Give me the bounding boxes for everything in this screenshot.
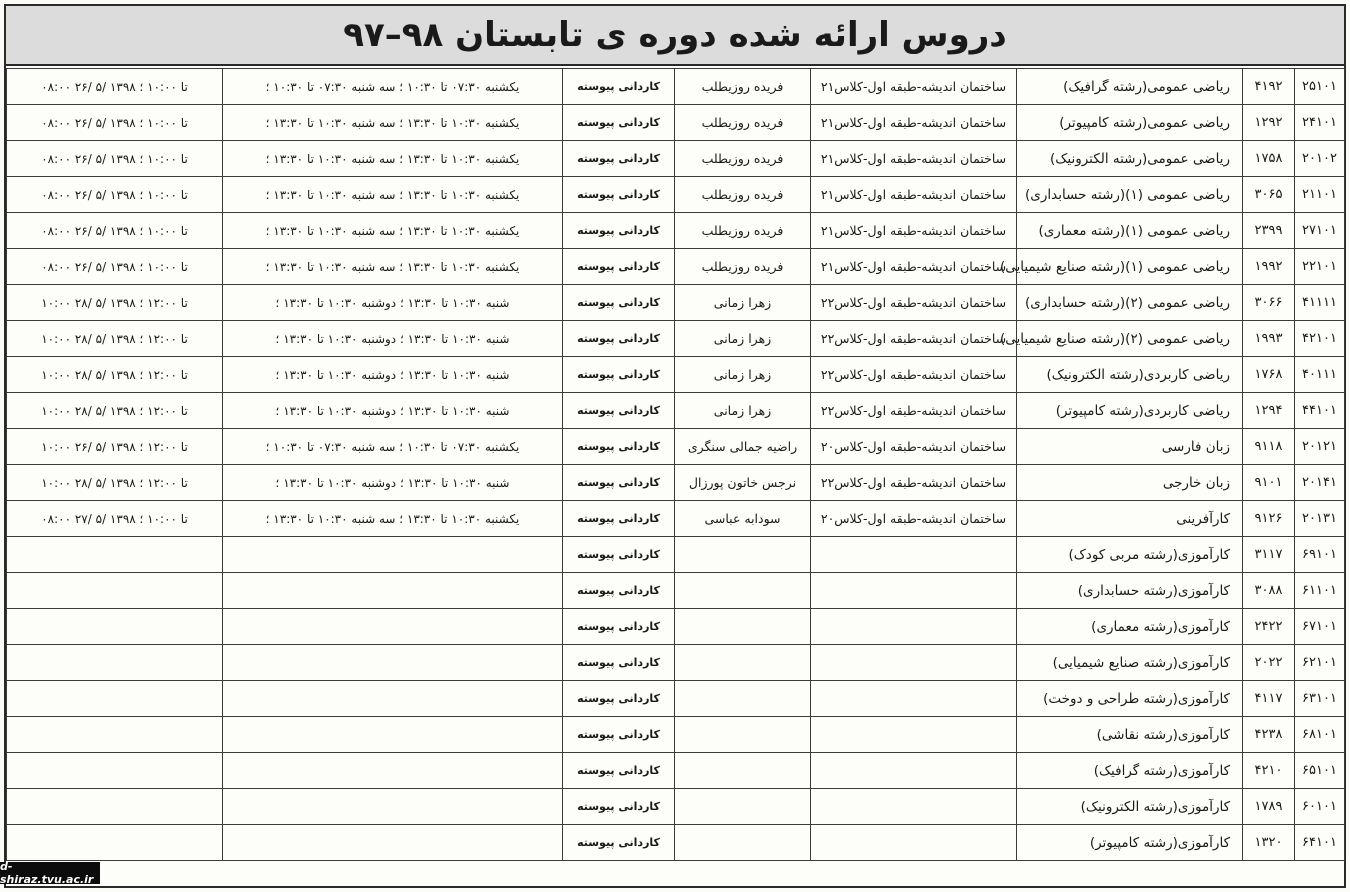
schedule-sheet — [4, 4, 1346, 888]
class-time-cell — [223, 537, 563, 573]
course-code-cell: ۱۹۹۲ — [1243, 249, 1295, 285]
teacher-cell: فریده روزیطلب — [675, 177, 811, 213]
teacher-cell — [675, 681, 811, 717]
course-code-cell: ۹۱۲۶ — [1243, 501, 1295, 537]
course-id-cell: ۶۵۱۰۱ — [1295, 753, 1345, 789]
teacher-cell: زهرا زمانی — [675, 285, 811, 321]
level-cell: کاردانی پیوسته — [563, 501, 675, 537]
exam-time-cell: تا ۱۲:۰۰ ؛ ۱۳۹۸ /۵ /۲۸ ۱۰:۰۰ — [7, 357, 223, 393]
course-code-cell: ۴۱۹۲ — [1243, 69, 1295, 105]
teacher-cell: فریده روزیطلب — [675, 141, 811, 177]
course-code-cell: ۳۰۶۵ — [1243, 177, 1295, 213]
table-row — [7, 213, 1345, 249]
course-id-cell: ۴۰۱۱۱ — [1295, 357, 1345, 393]
table-row — [7, 429, 1345, 465]
exam-time-cell — [7, 825, 223, 861]
course-id-cell: ۶۸۱۰۱ — [1295, 717, 1345, 753]
teacher-cell — [675, 537, 811, 573]
course-code-cell: ۱۷۶۸ — [1243, 357, 1295, 393]
site-watermark: d-shiraz.tvu.ac.ir — [0, 862, 100, 884]
course-name-cell: ریاضی کاربردی(رشته کامپیوتر) — [1017, 393, 1243, 429]
course-id-cell: ۲۷۱۰۱ — [1295, 213, 1345, 249]
exam-time-cell: تا ۱۰:۰۰ ؛ ۱۳۹۸ /۵ /۲۷ ۰۸:۰۰ — [7, 501, 223, 537]
table-row — [7, 393, 1345, 429]
class-time-cell — [223, 717, 563, 753]
course-code-cell: ۲۴۲۲ — [1243, 609, 1295, 645]
level-cell: کاردانی پیوسته — [563, 681, 675, 717]
course-id-cell: ۶۲۱۰۱ — [1295, 645, 1345, 681]
course-name-cell: کارآفرینی — [1017, 501, 1243, 537]
course-name-cell: کارآموزی(رشته گرافیک) — [1017, 753, 1243, 789]
course-name-cell: کارآموزی(رشته کامپیوتر) — [1017, 825, 1243, 861]
location-cell: ساختمان اندیشه-طبقه اول-کلاس۲۰ — [811, 501, 1017, 537]
level-cell: کاردانی پیوسته — [563, 213, 675, 249]
level-cell: کاردانی پیوسته — [563, 321, 675, 357]
location-cell — [811, 753, 1017, 789]
teacher-cell — [675, 609, 811, 645]
table-row — [7, 177, 1345, 213]
teacher-cell: نرجس خاتون پورزال — [675, 465, 811, 501]
teacher-cell: زهرا زمانی — [675, 393, 811, 429]
class-time-cell: یکشنبه ۱۰:۳۰ تا ۱۳:۳۰ ؛ سه شنبه ۱۰:۳۰ تا ۱۳:۳۰ ؛ — [223, 105, 563, 141]
level-cell: کاردانی پیوسته — [563, 393, 675, 429]
teacher-cell: فریده روزیطلب — [675, 69, 811, 105]
level-cell: کاردانی پیوسته — [563, 69, 675, 105]
table-row — [7, 825, 1345, 861]
course-id-cell: ۴۱۱۱۱ — [1295, 285, 1345, 321]
level-cell: کاردانی پیوسته — [563, 753, 675, 789]
location-cell: ساختمان اندیشه-طبقه اول-کلاس۲۲ — [811, 321, 1017, 357]
class-time-cell: یکشنبه ۱۰:۳۰ تا ۱۳:۳۰ ؛ سه شنبه ۱۰:۳۰ تا ۱۳:۳۰ ؛ — [223, 249, 563, 285]
course-code-cell: ۹۱۰۱ — [1243, 465, 1295, 501]
teacher-cell — [675, 717, 811, 753]
table-row — [7, 537, 1345, 573]
teacher-cell: زهرا زمانی — [675, 357, 811, 393]
teacher-cell — [675, 573, 811, 609]
table-row — [7, 645, 1345, 681]
table-row — [7, 285, 1345, 321]
class-time-cell: یکشنبه ۱۰:۳۰ تا ۱۳:۳۰ ؛ سه شنبه ۱۰:۳۰ تا ۱۳:۳۰ ؛ — [223, 141, 563, 177]
class-time-cell — [223, 609, 563, 645]
class-time-cell: شنبه ۱۰:۳۰ تا ۱۳:۳۰ ؛ دوشنبه ۱۰:۳۰ تا ۱۳:۳۰ ؛ — [223, 393, 563, 429]
course-id-cell: ۶۷۱۰۱ — [1295, 609, 1345, 645]
level-cell: کاردانی پیوسته — [563, 573, 675, 609]
exam-time-cell: تا ۱۰:۰۰ ؛ ۱۳۹۸ /۵ /۲۶ ۰۸:۰۰ — [7, 249, 223, 285]
course-code-cell: ۱۷۸۹ — [1243, 789, 1295, 825]
class-time-cell — [223, 789, 563, 825]
course-name-cell: ریاضی کاربردی(رشته الکترونیک) — [1017, 357, 1243, 393]
class-time-cell: یکشنبه ۰۷:۳۰ تا ۱۰:۳۰ ؛ سه شنبه ۰۷:۳۰ تا ۱۰:۳۰ ؛ — [223, 429, 563, 465]
class-time-cell — [223, 825, 563, 861]
table-row — [7, 321, 1345, 357]
title-bar — [6, 6, 1344, 66]
level-cell: کاردانی پیوسته — [563, 429, 675, 465]
class-time-cell: شنبه ۱۰:۳۰ تا ۱۳:۳۰ ؛ دوشنبه ۱۰:۳۰ تا ۱۳:۳۰ ؛ — [223, 465, 563, 501]
course-id-cell: ۲۲۱۰۱ — [1295, 249, 1345, 285]
level-cell: کاردانی پیوسته — [563, 105, 675, 141]
level-cell: کاردانی پیوسته — [563, 717, 675, 753]
course-code-cell: ۱۲۹۲ — [1243, 105, 1295, 141]
location-cell — [811, 537, 1017, 573]
location-cell — [811, 573, 1017, 609]
course-name-cell: ریاضی عمومی(رشته گرافیک) — [1017, 69, 1243, 105]
teacher-cell — [675, 753, 811, 789]
course-name-cell: ریاضی عمومی (۱)(رشته صنایع شیمیایی) — [1017, 249, 1243, 285]
course-name-cell: کارآموزی(رشته نقاشی) — [1017, 717, 1243, 753]
class-time-cell: یکشنبه ۱۰:۳۰ تا ۱۳:۳۰ ؛ سه شنبه ۱۰:۳۰ تا ۱۳:۳۰ ؛ — [223, 501, 563, 537]
course-code-cell: ۴۲۳۸ — [1243, 717, 1295, 753]
table-row — [7, 753, 1345, 789]
exam-time-cell: تا ۱۲:۰۰ ؛ ۱۳۹۸ /۵ /۲۸ ۱۰:۰۰ — [7, 285, 223, 321]
course-code-cell: ۱۷۵۸ — [1243, 141, 1295, 177]
exam-time-cell: تا ۱۰:۰۰ ؛ ۱۳۹۸ /۵ /۲۶ ۰۸:۰۰ — [7, 213, 223, 249]
course-id-cell: ۲۰۱۳۱ — [1295, 501, 1345, 537]
table-row — [7, 357, 1345, 393]
course-code-cell: ۹۱۱۸ — [1243, 429, 1295, 465]
exam-time-cell — [7, 753, 223, 789]
table-row — [7, 249, 1345, 285]
location-cell — [811, 681, 1017, 717]
location-cell: ساختمان اندیشه-طبقه اول-کلاس۲۲ — [811, 393, 1017, 429]
teacher-cell: فریده روزیطلب — [675, 105, 811, 141]
course-code-cell: ۱۹۹۳ — [1243, 321, 1295, 357]
course-id-cell: ۴۴۱۰۱ — [1295, 393, 1345, 429]
page-title: دروس ارائه شده دوره ی تابستان ۹۸–۹۷ — [343, 15, 1007, 55]
location-cell — [811, 789, 1017, 825]
exam-time-cell — [7, 573, 223, 609]
table-row — [7, 69, 1345, 105]
course-code-cell: ۲۰۲۲ — [1243, 645, 1295, 681]
teacher-cell: فریده روزیطلب — [675, 249, 811, 285]
class-time-cell: یکشنبه ۱۰:۳۰ تا ۱۳:۳۰ ؛ سه شنبه ۱۰:۳۰ تا ۱۳:۳۰ ؛ — [223, 213, 563, 249]
class-time-cell: شنبه ۱۰:۳۰ تا ۱۳:۳۰ ؛ دوشنبه ۱۰:۳۰ تا ۱۳:۳۰ ؛ — [223, 285, 563, 321]
course-name-cell: ریاضی عمومی (۱)(رشته معماری) — [1017, 213, 1243, 249]
class-time-cell: یکشنبه ۱۰:۳۰ تا ۱۳:۳۰ ؛ سه شنبه ۱۰:۳۰ تا ۱۳:۳۰ ؛ — [223, 177, 563, 213]
course-id-cell: ۶۹۱۰۱ — [1295, 537, 1345, 573]
course-name-cell: کارآموزی(رشته طراحی و دوخت) — [1017, 681, 1243, 717]
exam-time-cell: تا ۱۰:۰۰ ؛ ۱۳۹۸ /۵ /۲۶ ۰۸:۰۰ — [7, 105, 223, 141]
course-id-cell: ۲۰۱۲۱ — [1295, 429, 1345, 465]
exam-time-cell — [7, 645, 223, 681]
course-code-cell: ۴۲۱۰ — [1243, 753, 1295, 789]
location-cell: ساختمان اندیشه-طبقه اول-کلاس۲۱ — [811, 141, 1017, 177]
course-id-cell: ۴۲۱۰۱ — [1295, 321, 1345, 357]
course-name-cell: کارآموزی(رشته صنایع شیمیایی) — [1017, 645, 1243, 681]
course-id-cell: ۲۵۱۰۱ — [1295, 69, 1345, 105]
course-id-cell: ۲۰۱۴۱ — [1295, 465, 1345, 501]
teacher-cell — [675, 789, 811, 825]
location-cell: ساختمان اندیشه-طبقه اول-کلاس۲۲ — [811, 357, 1017, 393]
teacher-cell: فریده روزیطلب — [675, 213, 811, 249]
course-name-cell: ریاضی عمومی (۲)(رشته صنایع شیمیایی) — [1017, 321, 1243, 357]
course-code-cell: ۳۱۱۷ — [1243, 537, 1295, 573]
exam-time-cell — [7, 681, 223, 717]
course-code-cell: ۳۰۸۸ — [1243, 573, 1295, 609]
course-name-cell: زبان فارسی — [1017, 429, 1243, 465]
location-cell: ساختمان اندیشه-طبقه اول-کلاس۲۱ — [811, 105, 1017, 141]
class-time-cell — [223, 753, 563, 789]
level-cell: کاردانی پیوسته — [563, 825, 675, 861]
course-code-cell: ۳۰۶۶ — [1243, 285, 1295, 321]
course-name-cell: ریاضی عمومی(رشته کامپیوتر) — [1017, 105, 1243, 141]
level-cell: کاردانی پیوسته — [563, 357, 675, 393]
exam-time-cell: تا ۱۲:۰۰ ؛ ۱۳۹۸ /۵ /۲۸ ۱۰:۰۰ — [7, 393, 223, 429]
level-cell: کاردانی پیوسته — [563, 465, 675, 501]
table-row — [7, 609, 1345, 645]
location-cell: ساختمان اندیشه-طبقه اول-کلاس۲۲ — [811, 465, 1017, 501]
course-name-cell: ریاضی عمومی (۲)(رشته حسابداری) — [1017, 285, 1243, 321]
level-cell: کاردانی پیوسته — [563, 249, 675, 285]
exam-time-cell: تا ۱۲:۰۰ ؛ ۱۳۹۸ /۵ /۲۶ ۱۰:۰۰ — [7, 429, 223, 465]
exam-time-cell — [7, 537, 223, 573]
course-code-cell: ۲۳۹۹ — [1243, 213, 1295, 249]
course-name-cell: کارآموزی(رشته حسابداری) — [1017, 573, 1243, 609]
level-cell: کاردانی پیوسته — [563, 645, 675, 681]
table-row — [7, 573, 1345, 609]
location-cell — [811, 825, 1017, 861]
table-row — [7, 717, 1345, 753]
table-row — [7, 465, 1345, 501]
course-id-cell: ۶۴۱۰۱ — [1295, 825, 1345, 861]
level-cell: کاردانی پیوسته — [563, 789, 675, 825]
table-row — [7, 141, 1345, 177]
location-cell: ساختمان اندیشه-طبقه اول-کلاس۲۱ — [811, 69, 1017, 105]
teacher-cell: زهرا زمانی — [675, 321, 811, 357]
class-time-cell — [223, 645, 563, 681]
course-id-cell: ۲۰۱۰۲ — [1295, 141, 1345, 177]
class-time-cell — [223, 681, 563, 717]
course-id-cell: ۲۱۱۰۱ — [1295, 177, 1345, 213]
level-cell: کاردانی پیوسته — [563, 609, 675, 645]
table-row — [7, 681, 1345, 717]
class-time-cell: شنبه ۱۰:۳۰ تا ۱۳:۳۰ ؛ دوشنبه ۱۰:۳۰ تا ۱۳:۳۰ ؛ — [223, 357, 563, 393]
course-id-cell: ۶۳۱۰۱ — [1295, 681, 1345, 717]
location-cell — [811, 645, 1017, 681]
exam-time-cell — [7, 717, 223, 753]
teacher-cell: سودابه عباسی — [675, 501, 811, 537]
level-cell: کاردانی پیوسته — [563, 285, 675, 321]
teacher-cell: راضیه جمالی سنگری — [675, 429, 811, 465]
exam-time-cell: تا ۱۰:۰۰ ؛ ۱۳۹۸ /۵ /۲۶ ۰۸:۰۰ — [7, 141, 223, 177]
table-row — [7, 789, 1345, 825]
exam-time-cell: تا ۱۰:۰۰ ؛ ۱۳۹۸ /۵ /۲۶ ۰۸:۰۰ — [7, 69, 223, 105]
course-code-cell: ۱۲۹۴ — [1243, 393, 1295, 429]
teacher-cell — [675, 825, 811, 861]
course-name-cell: کارآموزی(رشته معماری) — [1017, 609, 1243, 645]
location-cell — [811, 609, 1017, 645]
course-code-cell: ۴۱۱۷ — [1243, 681, 1295, 717]
exam-time-cell: تا ۱۲:۰۰ ؛ ۱۳۹۸ /۵ /۲۸ ۱۰:۰۰ — [7, 321, 223, 357]
course-code-cell: ۱۳۲۰ — [1243, 825, 1295, 861]
exam-time-cell — [7, 789, 223, 825]
location-cell: ساختمان اندیشه-طبقه اول-کلاس۲۱ — [811, 249, 1017, 285]
location-cell: ساختمان اندیشه-طبقه اول-کلاس۲۱ — [811, 213, 1017, 249]
table-row — [7, 501, 1345, 537]
course-name-cell: ریاضی عمومی (۱)(رشته حسابداری) — [1017, 177, 1243, 213]
course-name-cell: ریاضی عمومی(رشته الکترونیک) — [1017, 141, 1243, 177]
course-name-cell: زبان خارجی — [1017, 465, 1243, 501]
level-cell: کاردانی پیوسته — [563, 141, 675, 177]
teacher-cell — [675, 645, 811, 681]
class-time-cell: یکشنبه ۰۷:۳۰ تا ۱۰:۳۰ ؛ سه شنبه ۰۷:۳۰ تا ۱۰:۳۰ ؛ — [223, 69, 563, 105]
location-cell: ساختمان اندیشه-طبقه اول-کلاس۲۰ — [811, 429, 1017, 465]
exam-time-cell: تا ۱۲:۰۰ ؛ ۱۳۹۸ /۵ /۲۸ ۱۰:۰۰ — [7, 465, 223, 501]
table-body — [7, 69, 1345, 861]
exam-time-cell: تا ۱۰:۰۰ ؛ ۱۳۹۸ /۵ /۲۶ ۰۸:۰۰ — [7, 177, 223, 213]
table-row — [7, 105, 1345, 141]
course-table — [6, 68, 1345, 861]
course-id-cell: ۲۴۱۰۱ — [1295, 105, 1345, 141]
course-name-cell: کارآموزی(رشته الکترونیک) — [1017, 789, 1243, 825]
location-cell: ساختمان اندیشه-طبقه اول-کلاس۲۱ — [811, 177, 1017, 213]
course-id-cell: ۶۰۱۰۱ — [1295, 789, 1345, 825]
exam-time-cell — [7, 609, 223, 645]
location-cell: ساختمان اندیشه-طبقه اول-کلاس۲۲ — [811, 285, 1017, 321]
level-cell: کاردانی پیوسته — [563, 537, 675, 573]
course-id-cell: ۶۱۱۰۱ — [1295, 573, 1345, 609]
course-name-cell: کارآموزی(رشته مربی کودک) — [1017, 537, 1243, 573]
level-cell: کاردانی پیوسته — [563, 177, 675, 213]
class-time-cell: شنبه ۱۰:۳۰ تا ۱۳:۳۰ ؛ دوشنبه ۱۰:۳۰ تا ۱۳:۳۰ ؛ — [223, 321, 563, 357]
location-cell — [811, 717, 1017, 753]
class-time-cell — [223, 573, 563, 609]
